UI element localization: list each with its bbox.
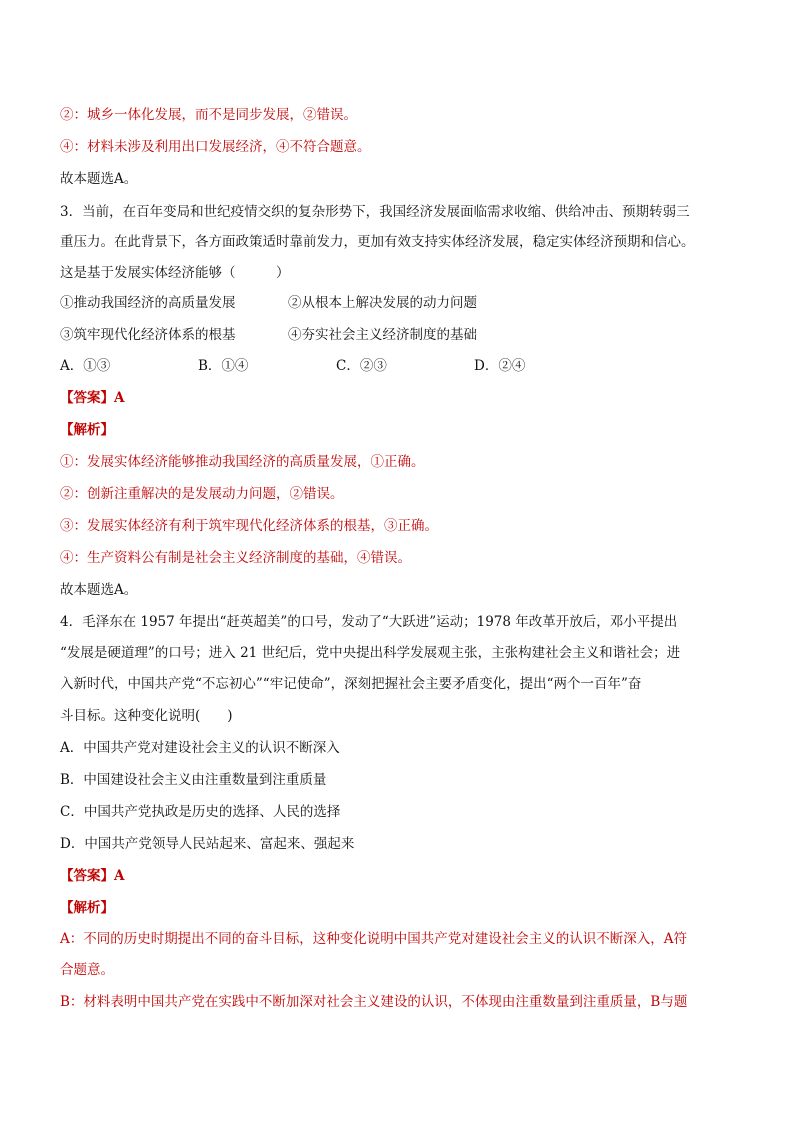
q3-statement-3: ③筑牢现代化经济体系的根基	[60, 327, 236, 343]
q3-choice-a: A．①③	[60, 358, 111, 374]
q3-statement-4: ④夯实社会主义经济制度的基础	[288, 327, 477, 343]
q4-analysis-line-3: B：材料表明中国共产党在实践中不断加深对社会主义建设的认识，不体现由注重数量到注重质量，B与题	[60, 994, 688, 1010]
q4-option-c: C．中国共产党执政是历史的选择、人民的选择	[60, 804, 341, 820]
q3-analysis-line-1: ①：发展实体经济能够推动我国经济的高质量发展，①正确。	[60, 454, 425, 470]
q4-option-b: B．中国建设社会主义由注重数量到注重质量	[60, 772, 327, 788]
q4-stem-line-3: 入新时代，中国共产党“不忘初心”“牢记使命”，深刻把握社会主要矛盾变化，提出“两个一百年”奋	[60, 676, 642, 692]
q4-stem-line-4: 斗目标。这种变化说明( )	[60, 708, 233, 724]
q3-choice-c: C．②③	[336, 358, 387, 374]
q3-analysis-line-3: ③：发展实体经济有利于筑牢现代化经济体系的根基，③正确。	[60, 518, 438, 534]
q4-option-d: D．中国共产党领导人民站起来、富起来、强起来	[60, 836, 355, 852]
q2-analysis-line-2: ②：城乡一体化发展，而不是同步发展，②错误。	[60, 107, 357, 123]
q3-conclusion: 故本题选A。	[60, 582, 138, 598]
q4-option-a: A．中国共产党对建设社会主义的认识不断深入	[60, 740, 340, 756]
q3-statements-row-1	[60, 293, 736, 313]
q3-stem-line-3: 这是基于发展实体经济能够（ ）	[60, 265, 290, 281]
q3-statement-1: ①推动我国经济的高质量发展	[60, 295, 236, 311]
q4-analysis-line-1: A：不同的历史时期提出不同的奋斗目标，这种变化说明中国共产党对建设社会主义的认识不断深入，A符	[60, 931, 687, 947]
q3-choices	[60, 356, 736, 376]
q4-analysis-label: 【解析】	[60, 900, 114, 916]
q3-statements-row-2	[60, 325, 736, 345]
q4-stem-line-2: “发展是硬道理”的口号；进入 21 世纪后，党中央提出科学发展观主张，主张构建社会主义和谐社会；进	[60, 645, 681, 661]
q3-choice-b: B．①④	[198, 358, 249, 374]
q3-answer: 【答案】A	[60, 390, 125, 406]
q4-analysis-line-2: 合题意。	[60, 962, 114, 978]
q4-answer: 【答案】A	[60, 868, 125, 884]
q2-analysis-line-4: ④：材料未涉及利用出口发展经济，④不符合题意。	[60, 139, 371, 155]
q3-stem-line-2: 重压力。在此背景下，各方面政策适时靠前发力，更加有效支持实体经济发展，稳定实体经济预期和信心。	[60, 234, 695, 250]
q3-choice-d: D．②④	[474, 358, 526, 374]
q3-analysis-label: 【解析】	[60, 422, 114, 438]
q3-stem-line-1: 3．当前，在百年变局和世纪疫情交织的复杂形势下，我国经济发展面临需求收缩、供给冲击、预期转弱三	[60, 204, 690, 220]
q3-statement-2: ②从根本上解决发展的动力问题	[288, 295, 477, 311]
q4-stem-line-1: 4．毛泽东在 1957 年提出“赶英超美”的口号，发动了“大跃进”运动；1978 年改革开放后，邓小平提出	[60, 614, 678, 630]
q2-conclusion: 故本题选A。	[60, 171, 138, 187]
q3-analysis-line-4: ④：生产资料公有制是社会主义经济制度的基础，④错误。	[60, 550, 411, 566]
q3-analysis-line-2: ②：创新注重解决的是发展动力问题，②错误。	[60, 486, 344, 502]
